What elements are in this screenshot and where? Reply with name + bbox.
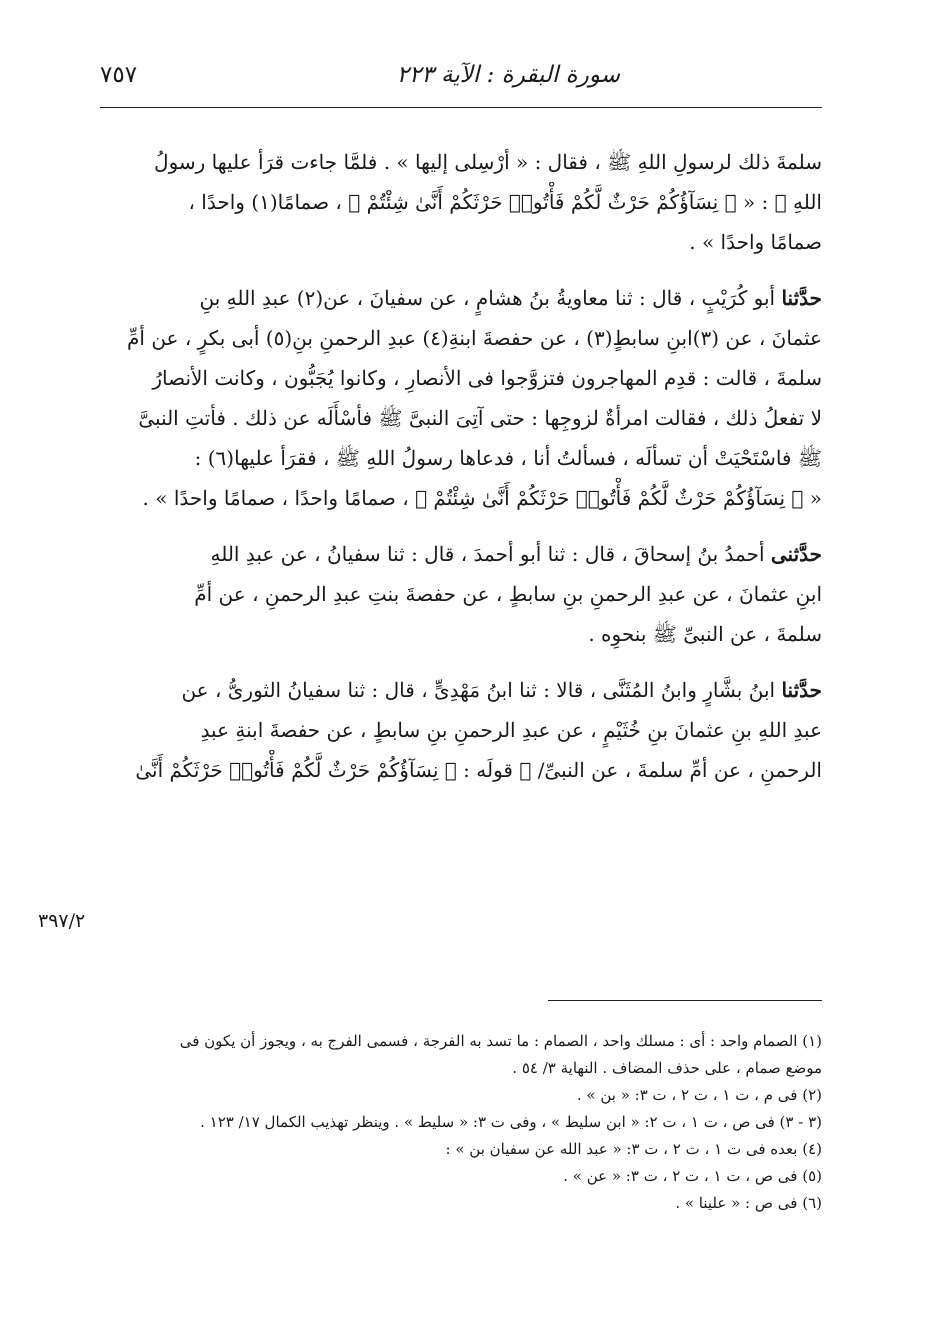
paragraph	[100, 534, 822, 654]
paragraph-lead-word: حدَّثنا	[781, 678, 822, 702]
footnotes	[100, 1028, 822, 1217]
text-line	[100, 278, 822, 318]
text-line: سلمةَ ، عن النبىِّ ﷺ بنحوِه .	[588, 622, 822, 646]
footnote-line: (١) الصمام واحد : أى : مسلك واحد ، الصمام : ما تسد به الفرجة ، فسمى الفرج به ، ويجوز أن يكون فى	[179, 1032, 822, 1050]
text-line: سلمةَ ذلك لرسولِ اللهِ ﷺ ، فقال : « أرْسِلى إليها » . فلمَّا جاءت قرَأ عليها رسولُ	[154, 150, 822, 174]
paragraph-lead-word: حدَّثنا	[781, 286, 822, 310]
text-line: « ﴿ نِسَآؤُكُمْ حَرْثٌ لَّكُمْ فَأْتُوا۟ حَرْثَكُمْ أَنَّىٰ شِئْتُمْ ﴾ ، صمامًا واحدًا ، صمامًا واحدًا » .	[142, 486, 822, 510]
paragraph	[100, 142, 822, 262]
text-line: الرحمنِ ، عن أمِّ سلمةَ ، عن النبىِّ/ ﷺ قولَه : ﴿ نِسَآؤُكُمْ حَرْثٌ لَّكُمْ فَأْتُوا۟ حَرْثَكُمْ أَنَّىٰ	[135, 758, 822, 782]
footnote-line: (٥) فى ص ، ت ١ ، ت ٢ ، ت ٣: « عن » .	[563, 1167, 822, 1185]
paragraph	[100, 278, 822, 518]
header-rule	[100, 107, 822, 108]
text-line-rest: أحمدُ بنُ إسحاقَ ، قال : ثنا أبو أحمدَ ، قال : ثنا سفيانُ ، عن عبدِ اللهِ	[210, 542, 771, 566]
text-line: عثمانَ ، عن (٣)ابنِ سابطٍ(٣) ، عن حفصةَ ابنةِ(٤) عبدِ الرحمنِ بنِ(٥) أبى بكرٍ ، عن أمِّ	[127, 326, 822, 350]
text-line	[100, 670, 822, 710]
footnote-line: (٦) فى ص : « علينا » .	[675, 1194, 822, 1212]
text-line: ﷺ فاسْتَحْيَتْ أن تسألَه ، فسألتُ أنا ، فدعاها رسولُ اللهِ ﷺ ، فقرَأ عليها(٦) :	[194, 446, 822, 470]
text-line: سلمةَ ، قالت : قدِم المهاجرون فتزوَّجوا فى الأنصارِ ، وكانوا يُجَبُّون ، وكانت الأنصارُ	[152, 366, 822, 390]
footnote-line: (٢) فى م ، ت ١ ، ت ٢ ، ت ٣: « بن » .	[576, 1086, 822, 1104]
running-head: سورة البقرة : الآية ٢٢٣	[396, 62, 620, 88]
text-line: لا تفعلُ ذلك ، فقالت امرأةٌ لزوجِها : حتى آتِىَ النبىَّ ﷺ فأسْأَلَه عن ذلك . فأتتِ النبىَّ	[138, 406, 822, 430]
text-line	[100, 534, 822, 574]
footnote-rule	[548, 1000, 822, 1001]
text-line-rest: أبو كُرَيْبٍ ، قال : ثنا معاويةُ بنُ هشامٍ ، عن سفيانَ ، عن(٢) عبدِ اللهِ بنِ	[199, 286, 782, 310]
page-header	[100, 58, 820, 98]
footnote-line: موضع صمام ، على حذف المضاف . النهاية ٣/ ٥٤ .	[512, 1059, 822, 1077]
footnote-line: (٤) بعده فى ت ١ ، ت ٢ ، ت ٣: « عبد الله عن سفيان بن » :	[445, 1140, 822, 1158]
text-line: ابنِ عثمانَ ، عن عبدِ الرحمنِ بنِ سابطٍ ، عن حفصةَ بنتِ عبدِ الرحمنِ ، عن أمِّ	[194, 582, 822, 606]
text-line: عبدِ اللهِ بنِ عثمانَ بنِ خُثَيْمٍ ، عن عبدِ الرحمنِ بنِ سابطٍ ، عن حفصةَ ابنةِ عبدِ	[200, 718, 822, 742]
main-text	[100, 142, 822, 790]
text-line: اللهِ ﷺ : « ﴿ نِسَآؤُكُمْ حَرْثٌ لَّكُمْ فَأْتُوا۟ حَرْثَكُمْ أَنَّىٰ شِئْتُمْ ﴾ ، صمامًا(١) واحدًا ،	[188, 190, 822, 214]
text-line-rest: ابنُ بشَّارٍ وابنُ المُثَنَّى ، قالا : ثنا ابنُ مَهْدِىٍّ ، قال : ثنا سفيانُ الثورىُّ ، عن	[181, 678, 782, 702]
text-line: صمامًا واحدًا » .	[689, 230, 822, 254]
footnote-line: (٣ - ٣) فى ص ، ت ١ ، ت ٢: « ابن سليط » ، وفى ت ٣: « سليط » . وينظر تهذيب الكمال ١٧/ ١٢٣ .	[200, 1113, 822, 1131]
paragraph	[100, 670, 822, 790]
page-number: ٧٥٧	[100, 62, 138, 88]
margin-reference: ٣٩٧/٢	[38, 910, 86, 932]
paragraph-lead-word: حدَّثنى	[770, 542, 822, 566]
